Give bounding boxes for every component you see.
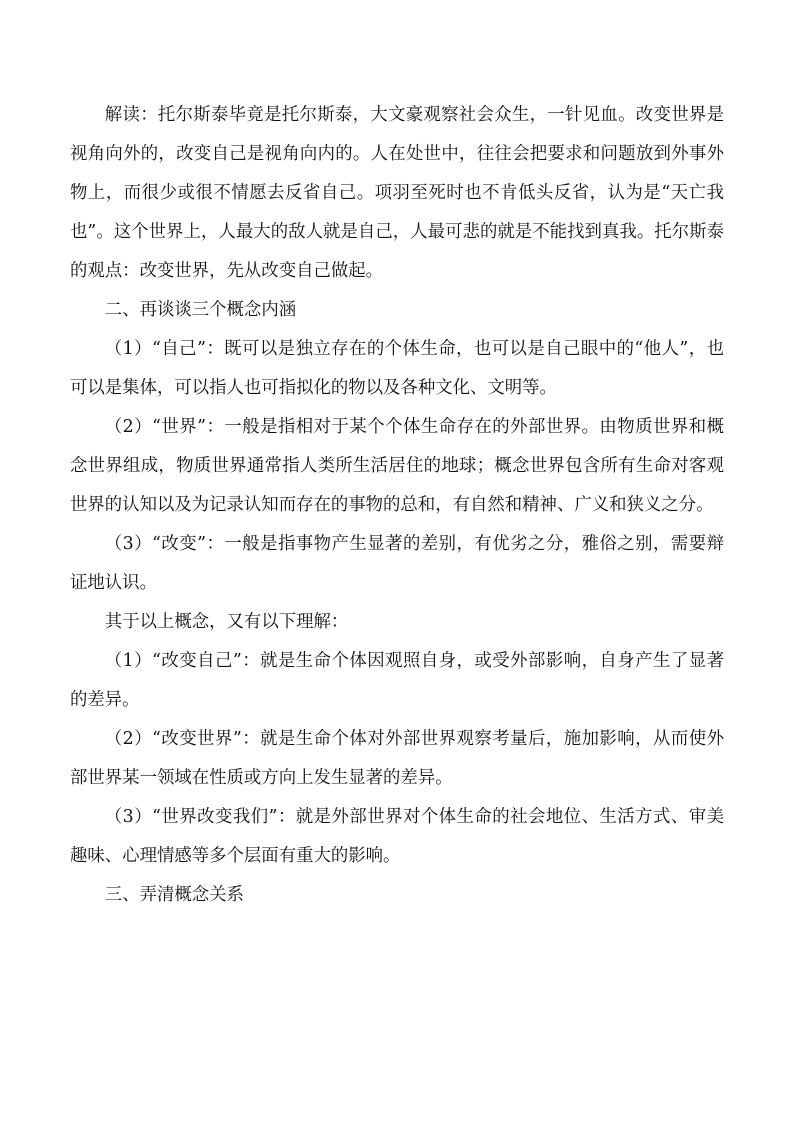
document-body [70,96,724,915]
paragraph-concept-change: （3）“改变”：一般是指事物产生显著的差别，有优劣之分，雅俗之别，需要辩证地认识。 [70,534,724,593]
section-heading-3: 三、弄清概念关系 [104,885,244,905]
paragraph-interpretation: 解读：托尔斯泰毕竟是托尔斯泰，大文豪观察社会众生，一针见血。改变世界是视角向外的，改变自己是视角向内的。人在处世中，往往会把要求和问题放到外事外物上，而很少或很不情愿去反省自己。项羽至死时也不肯低头反省，认为是“天亡我也”。这个世界上，人最大的敌人就是自己，人最可悲的就是不能找到真我。托尔斯泰的观点：改变世界，先从改变自己做起。 [70,105,724,281]
paragraph-concept-world: （2）“世界”：一般是指相对于某个个体生命存在的外部世界。由物质世界和概念世界组成，物质世界通常指人类所生活居住的地球；概念世界包含所有生命对客观世界的认知以及为记录认知而存在的事物的总和，有自然和精神、广义和狭义之分。 [70,417,724,515]
paragraph-world-changes-us: （3）“世界改变我们”：就是外部世界对个体生命的社会地位、生活方式、审美趣味、心理情感等多个层面有重大的影响。 [70,807,724,866]
paragraph-change-self: （1）“改变自己”：就是生命个体因观照自身，或受外部影响，自身产生了显著的差异。 [70,651,724,710]
paragraph-change-world: （2）“改变世界”：就是生命个体对外部世界观察考量后，施加影响，从而使外部世界某一领域在性质或方向上发生显著的差异。 [70,729,724,788]
paragraph-concept-self: （1）“自己”：既可以是独立存在的个体生命，也可以是自己眼中的“他人”，也可以是集体，可以指人也可指拟化的物以及各种文化、文明等。 [70,339,724,398]
section-heading-2: 二、再谈谈三个概念内涵 [104,300,297,320]
paragraph-understanding-intro: 其于以上概念，又有以下理解： [104,612,349,632]
